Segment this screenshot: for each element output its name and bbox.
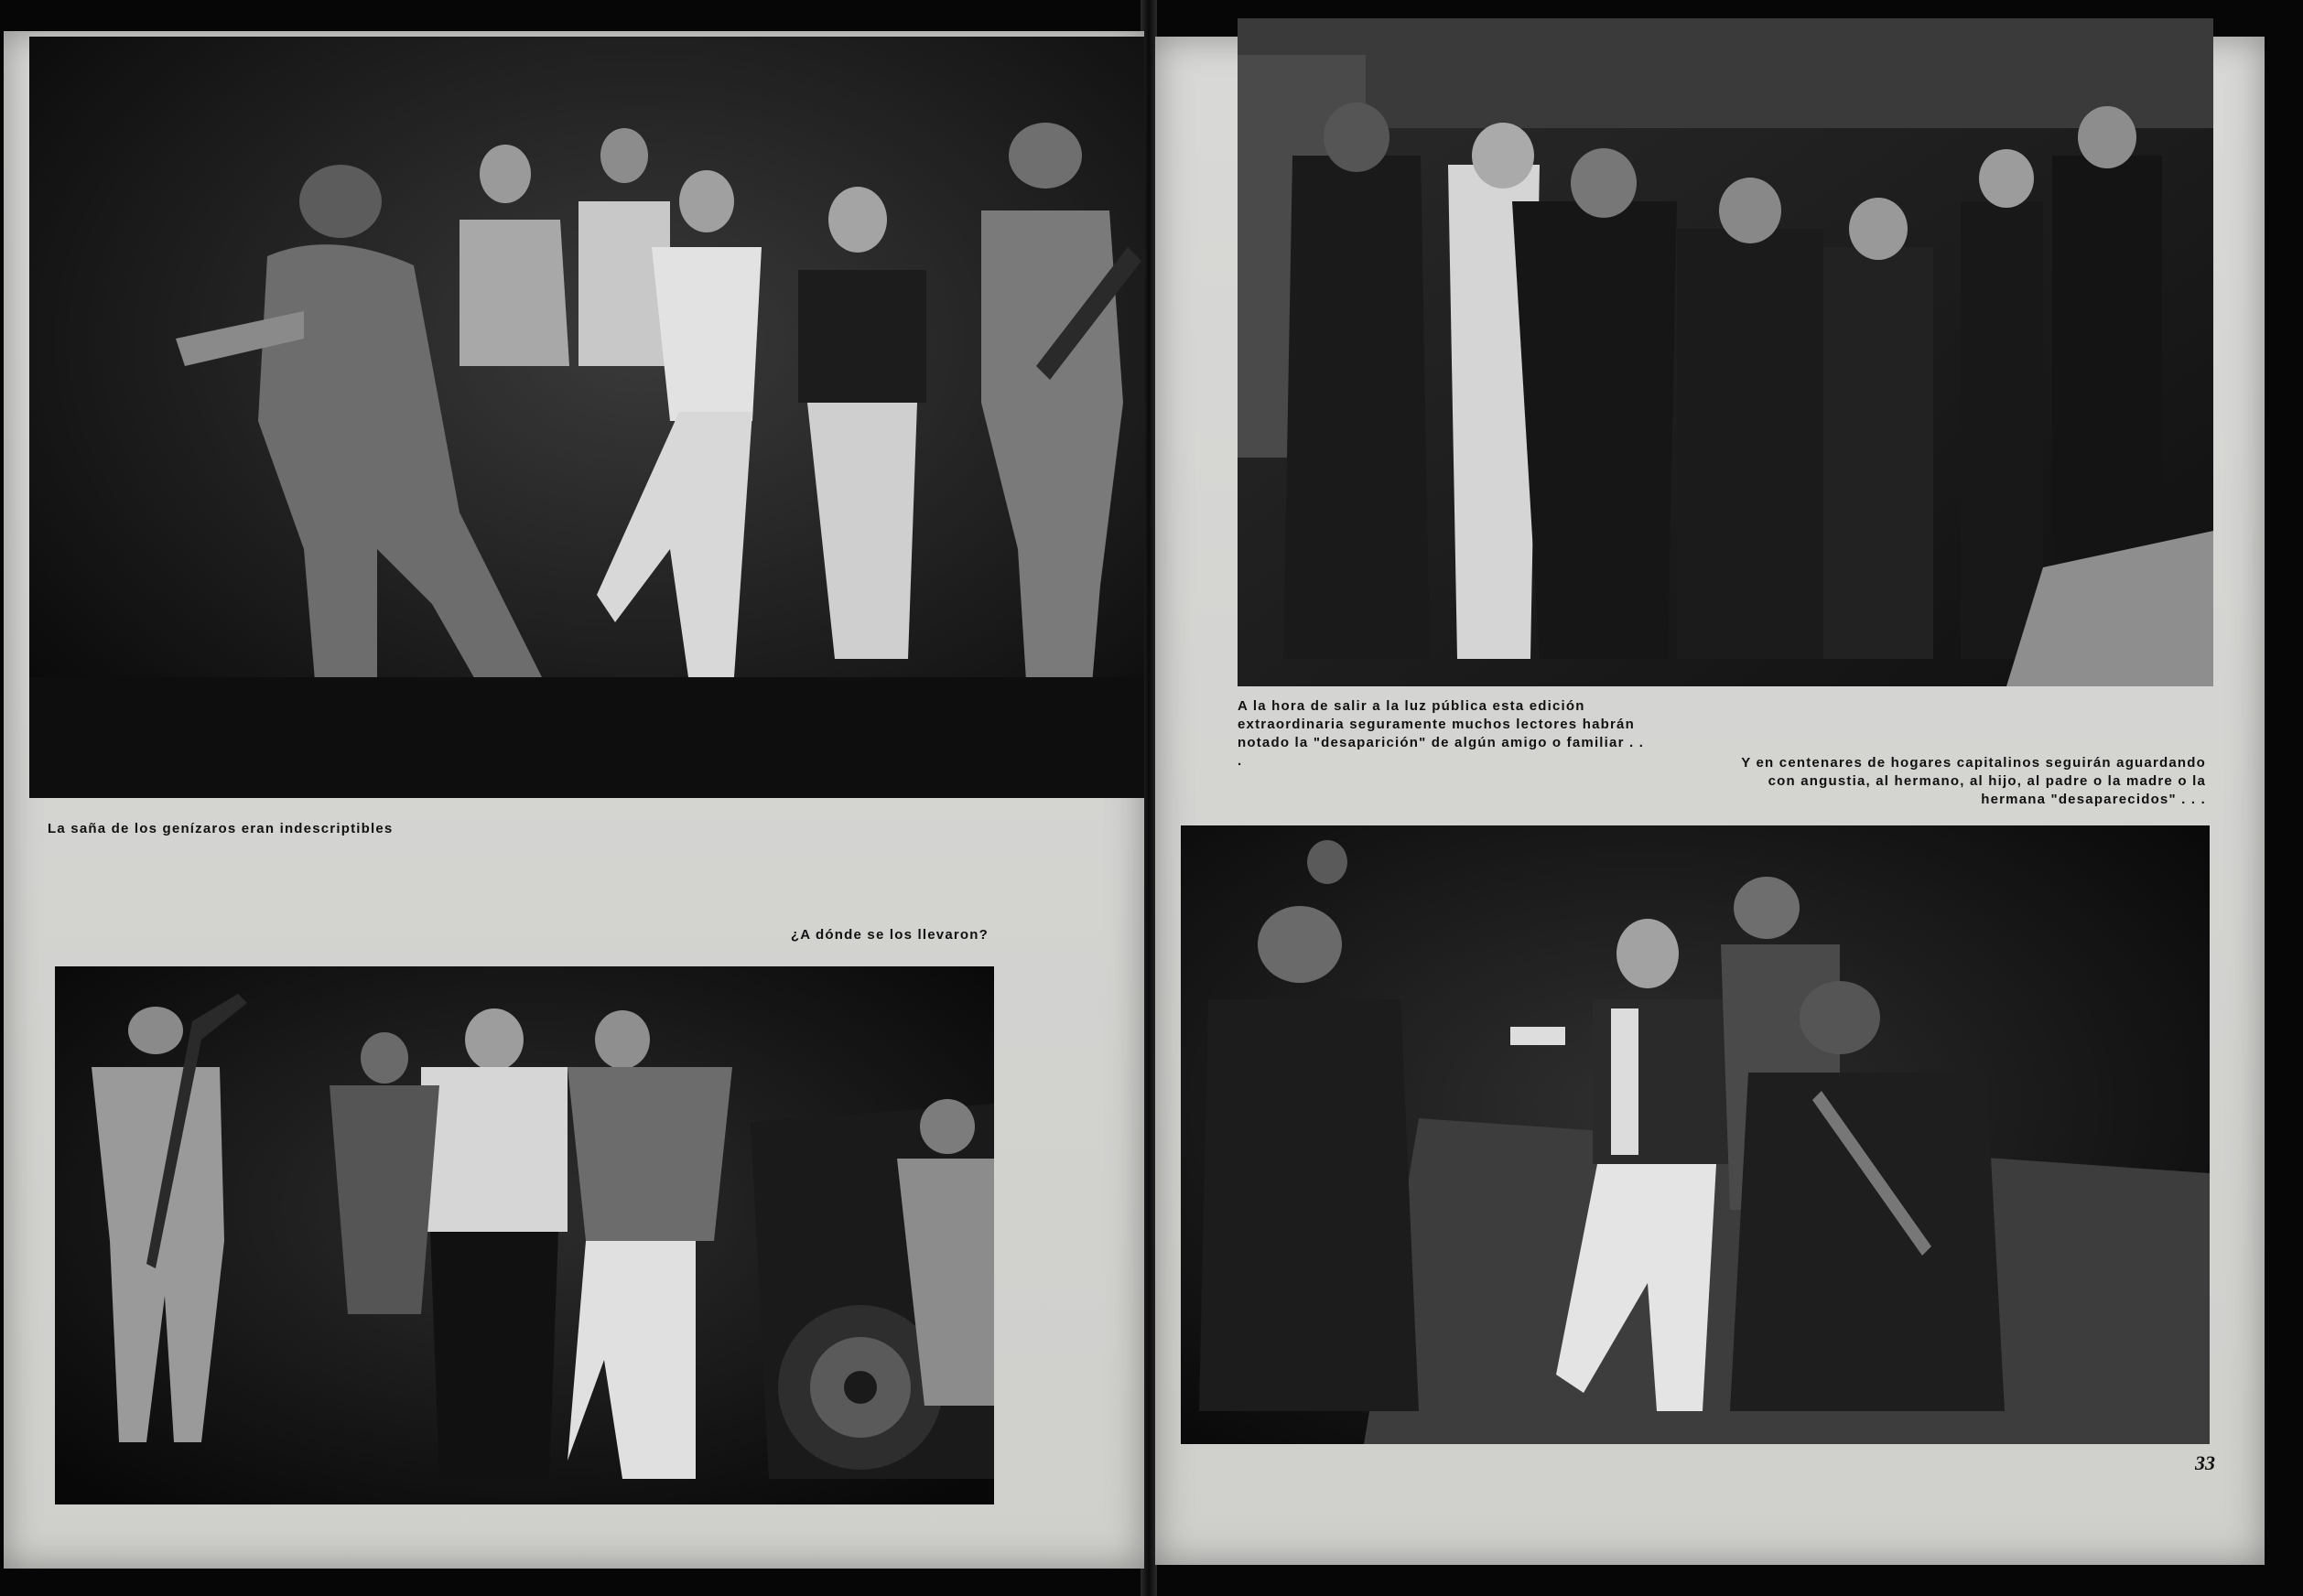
photo-soldiers-detaining-youths (29, 37, 1144, 798)
photo-soldiers-detaining-youths-image (29, 37, 1144, 798)
photo-crowd-detentions-image (1238, 18, 2213, 686)
caption-left-2: ¿A dónde se los llevaron? (790, 927, 989, 943)
page-number: 33 (2195, 1451, 2215, 1474)
photo-police-escorting-youth (1181, 825, 2210, 1444)
caption-left-1: La saña de los genízaros eran indescriptibles (48, 821, 394, 836)
photo-detainees-hands-on-head (55, 966, 994, 1504)
photo-police-escorting-youth-image (1181, 825, 2210, 1444)
caption-right-2: Y en centenares de hogares capitalinos seguirán aguardando con angustia, al hermano, al hijo, al padre o la madre o la hermana "desaparecidos" . . . (1741, 755, 2206, 807)
photo-detainees-hands-on-head-image (55, 966, 994, 1504)
caption-right-1: A la hora de salir a la luz pública esta edición extraordinaria seguramente muchos lectores habrán notado la "desaparición" de algún amigo o familiar . . . (1238, 698, 1645, 769)
photo-crowd-detentions (1238, 18, 2213, 686)
